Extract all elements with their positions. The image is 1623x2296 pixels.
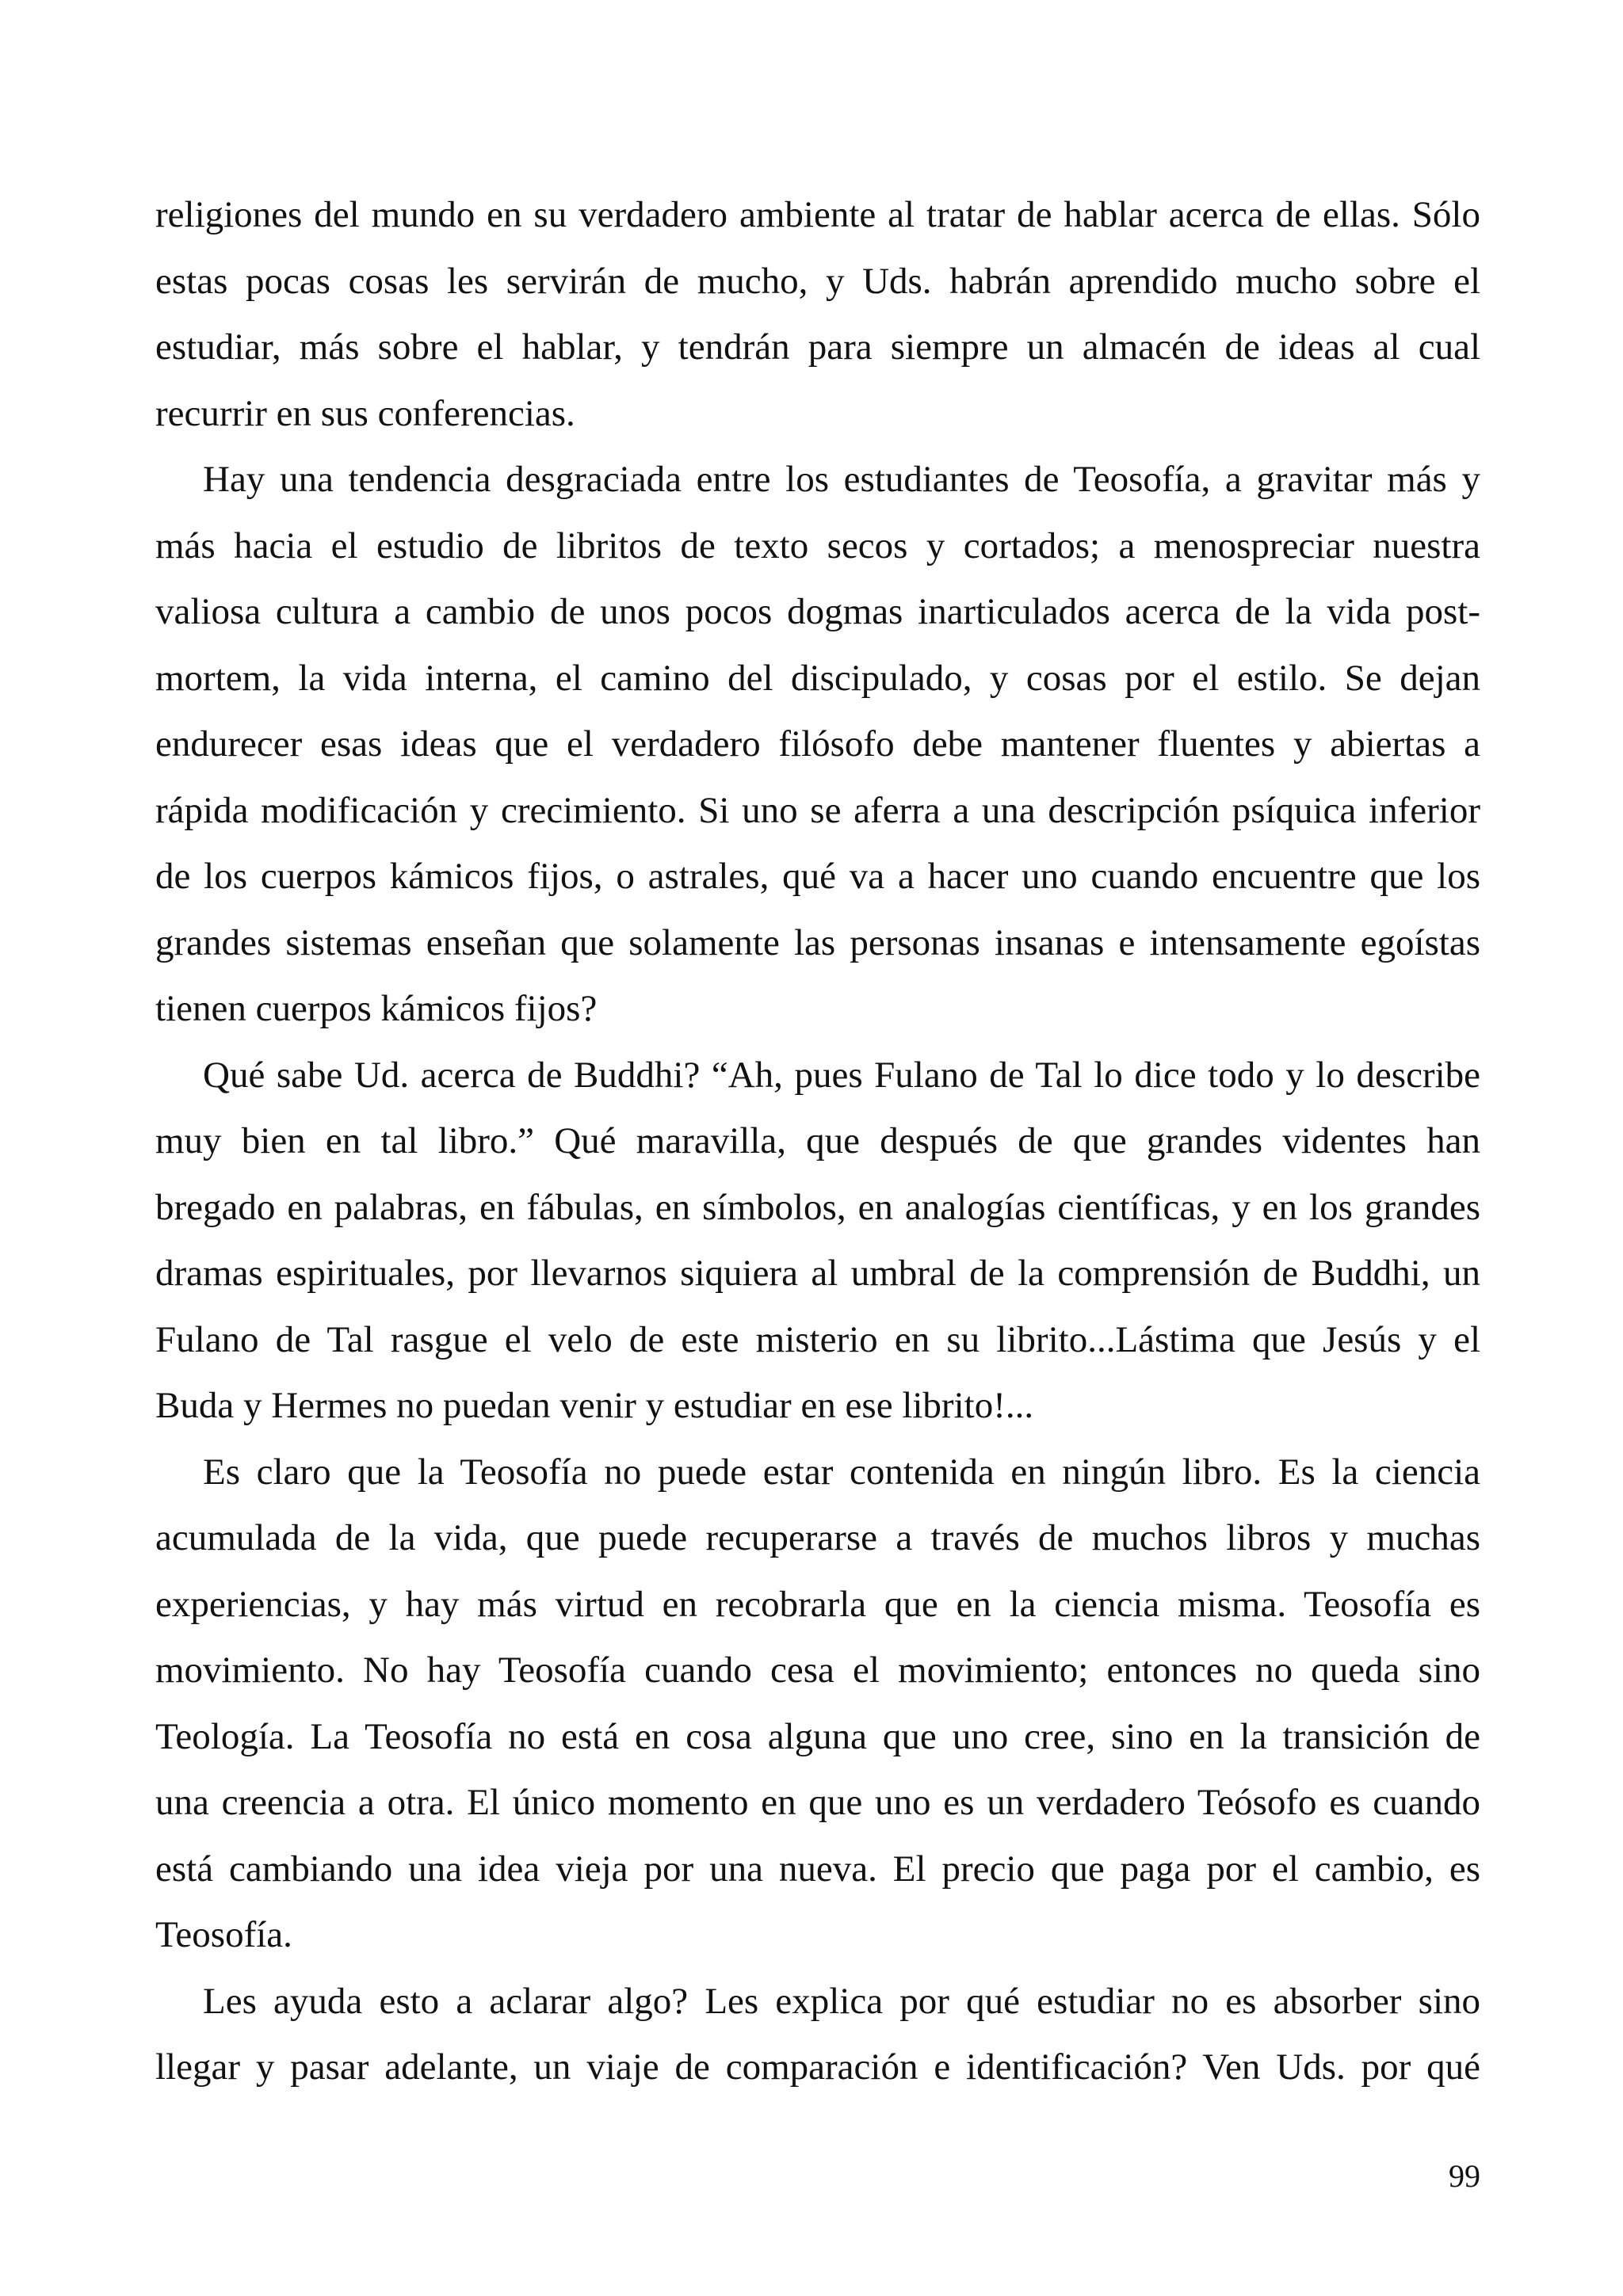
text-line: está cambiando una idea vieja por una nueva. El precio que paga por el cambio, es [155, 1848, 1480, 1890]
page-number: 99 [1449, 2158, 1480, 2194]
text-line: bregado en palabras, en fábulas, en símbolos, en analogías científicas, y en los grandes [155, 1186, 1480, 1228]
text-line: experiencias, y hay más virtud en recobrarla que en la ciencia misma. Teosofía es [155, 1583, 1480, 1625]
text-line: una creencia a otra. El único momento en que uno es un verdadero Teósofo es cuando [155, 1782, 1480, 1823]
text-line: valiosa cultura a cambio de unos pocos dogmas inarticulados acerca de la vida post- [155, 591, 1480, 632]
text-line: estudiar, más sobre el hablar, y tendrán para siempre un almacén de ideas al cual [155, 326, 1480, 368]
text-line: estas pocas cosas les servirán de mucho, y Uds. habrán aprendido mucho sobre el [155, 260, 1480, 302]
text-line: Qué sabe Ud. acerca de Buddhi? “Ah, pues Fulano de Tal lo dice todo y lo describe [203, 1054, 1480, 1096]
text-line: de los cuerpos kámicos fijos, o astrales, qué va a hacer uno cuando encuentre que los [155, 856, 1480, 897]
paragraph [155, 447, 1480, 1043]
text-line: Teología. La Teosofía no está en cosa alguna que uno cree, sino en la transición de [155, 1715, 1480, 1757]
text-line: Fulano de Tal rasgue el velo de este misterio en su librito...Lástima que Jesús y el [155, 1318, 1480, 1360]
text-line: rápida modificación y crecimiento. Si uno se aferra a una descripción psíquica inferior [155, 789, 1480, 831]
text-line: endurecer esas ideas que el verdadero filósofo debe mantener fluentes y abiertas a [155, 723, 1480, 765]
text-line: Les ayuda esto a aclarar algo? Les explica por qué estudiar no es absorber sino [203, 1980, 1480, 2022]
text-line: recurrir en sus conferencias. [155, 392, 575, 434]
paragraph [155, 182, 1480, 447]
text-line: dramas espirituales, por llevarnos siquiera al umbral de la comprensión de Buddhi, un [155, 1253, 1480, 1294]
text-line: tienen cuerpos kámicos fijos? [155, 988, 598, 1029]
text-line: religiones del mundo en su verdadero ambiente al tratar de hablar acerca de ellas. Sólo [155, 194, 1480, 235]
paragraph [155, 1969, 1480, 2101]
paragraph [155, 1043, 1480, 1440]
page-body [155, 182, 1480, 2101]
text-line: llegar y pasar adelante, un viaje de comparación e identificación? Ven Uds. por qué [155, 2046, 1480, 2088]
text-line: movimiento. No hay Teosofía cuando cesa el movimiento; entonces no queda sino [155, 1650, 1480, 1691]
text-line: Es claro que la Teosofía no puede estar contenida en ningún libro. Es la ciencia [203, 1451, 1480, 1493]
text-line: Teosofía. [155, 1914, 292, 1955]
text-line: muy bien en tal libro.” Qué maravilla, que después de que grandes videntes han [155, 1120, 1480, 1161]
text-line: mortem, la vida interna, el camino del discipulado, y cosas por el estilo. Se dejan [155, 657, 1480, 699]
text-line: más hacia el estudio de libritos de texto secos y cortados; a menospreciar nuestra [155, 524, 1480, 566]
text-line: Buda y Hermes no puedan venir y estudiar en ese librito!... [155, 1385, 1034, 1426]
paragraph [155, 1440, 1480, 1969]
text-line: Hay una tendencia desgraciada entre los estudiantes de Teosofía, a gravitar más y [203, 459, 1480, 500]
text-line: acumulada de la vida, que puede recuperarse a través de muchos libros y muchas [155, 1517, 1480, 1558]
text-line: grandes sistemas enseñan que solamente las personas insanas e intensamente egoístas [155, 921, 1480, 963]
